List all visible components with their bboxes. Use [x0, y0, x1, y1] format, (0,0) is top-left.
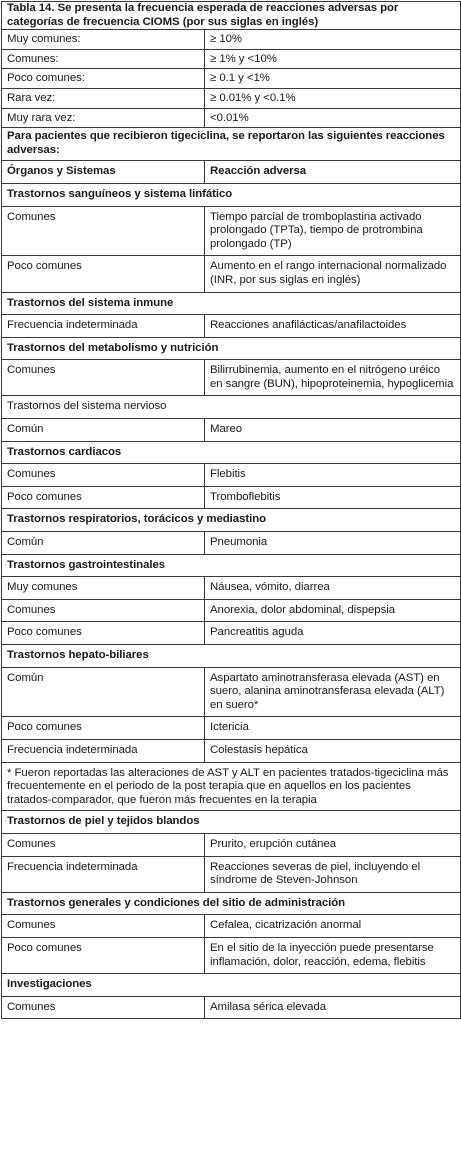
section-header-row — [2, 509, 461, 532]
frequency-cell: Poco comunes — [2, 486, 205, 509]
frequency-cell: Comunes — [2, 464, 205, 487]
frequency-row — [2, 49, 461, 69]
frequency-category: Rara vez: — [2, 88, 205, 108]
reaction-cell: Anorexia, dolor abdominal, dispepsia — [205, 599, 461, 622]
table-row — [2, 833, 461, 856]
table-row — [2, 996, 461, 1019]
table-row — [2, 667, 461, 717]
frequency-category: Muy rara vez: — [2, 108, 205, 128]
frequency-category: Muy comunes: — [2, 30, 205, 50]
frequency-range: ≥ 0.01% y <0.1% — [205, 88, 461, 108]
footnote-row — [2, 762, 461, 811]
section-header-row — [2, 183, 461, 206]
section-header-row — [2, 337, 461, 360]
reaction-cell: Bilirrubinemia, aumento en el nitrógeno uréico en sangre (BUN), hipoproteinemia, hypoglicemia — [205, 360, 461, 396]
table-row — [2, 206, 461, 256]
table-row — [2, 937, 461, 973]
section-title: Trastornos generales y condiciones del sitio de administración — [2, 892, 461, 915]
adverse-reactions-table — [1, 1, 461, 1019]
frequency-cell: Frecuencia indeterminada — [2, 739, 205, 762]
frequency-cell: Común — [2, 419, 205, 442]
reaction-cell: Cefalea, cicatrización anormal — [205, 915, 461, 938]
reaction-cell: Tiempo parcial de tromboplastina activado prolongado (TPTa), tiempo de protrombina prolongado (TP) — [205, 206, 461, 256]
reaction-cell: Tromboflebitis — [205, 486, 461, 509]
document-page — [0, 1, 461, 1019]
column-header-reaction: Reacción adversa — [205, 161, 461, 184]
section-title: Trastornos de piel y tejidos blandos — [2, 811, 461, 834]
reaction-cell: Reacciones severas de piel, incluyendo el síndrome de Steven-Johnson — [205, 856, 461, 892]
frequency-cell: Frecuencia indeterminada — [2, 315, 205, 338]
column-header-row — [2, 161, 461, 184]
frequency-category: Poco comunes: — [2, 69, 205, 89]
section-title: Trastornos respiratorios, torácicos y mediastino — [2, 509, 461, 532]
table-row — [2, 315, 461, 338]
table-row — [2, 419, 461, 442]
table-row — [2, 532, 461, 555]
reaction-cell: Prurito, erupción cutánea — [205, 833, 461, 856]
reaction-cell: Amilasa sérica elevada — [205, 996, 461, 1019]
reaction-cell: En el sitio de la inyección puede presentarse inflamación, dolor, reacción, edema, flebitis — [205, 937, 461, 973]
intro-row — [2, 128, 461, 161]
section-title: Trastornos gastrointestinales — [2, 554, 461, 577]
frequency-range: ≥ 10% — [205, 30, 461, 50]
section-title: Trastornos cardiacos — [2, 441, 461, 464]
section-title: Trastornos del sistema nervioso — [2, 396, 461, 419]
frequency-cell: Común — [2, 532, 205, 555]
frequency-cell: Comunes — [2, 915, 205, 938]
table-row — [2, 717, 461, 740]
section-header-row — [2, 974, 461, 997]
reaction-cell: Colestasis hepática — [205, 739, 461, 762]
frequency-cell: Poco comunes — [2, 937, 205, 973]
frequency-cell: Comunes — [2, 996, 205, 1019]
section-header-row — [2, 396, 461, 419]
reaction-cell: Pancreatitis aguda — [205, 622, 461, 645]
section-title: Trastornos hepato-biliares — [2, 645, 461, 668]
section-header-row — [2, 441, 461, 464]
frequency-cell: Comunes — [2, 833, 205, 856]
frequency-cell: Poco comunes — [2, 717, 205, 740]
frequency-cell: Muy comunes — [2, 577, 205, 600]
section-header-row — [2, 554, 461, 577]
table-row — [2, 599, 461, 622]
frequency-row — [2, 108, 461, 128]
table-body — [2, 2, 461, 1019]
reaction-cell: Aspartato aminotransferasa elevada (AST) en suero, alanina aminotransferasa elevada (ALT) en suero* — [205, 667, 461, 717]
frequency-cell: Comunes — [2, 206, 205, 256]
frequency-cell: Comunes — [2, 599, 205, 622]
table-row — [2, 739, 461, 762]
table-row — [2, 360, 461, 396]
section-title: Trastornos sanguíneos y sistema linfático — [2, 183, 461, 206]
intro-text: Para pacientes que recibieron tigeciclina, se reportaron las siguientes reacciones adversas: — [2, 128, 461, 161]
section-title: Investigaciones — [2, 974, 461, 997]
table-row — [2, 577, 461, 600]
table-row — [2, 256, 461, 292]
footnote: * Fueron reportadas las alteraciones de AST y ALT en pacientes tratados-tigeciclina más frecuentemente en el periodo de la post terapia que en aquellos en los pacientes tratados-comparador, que fueron más frecuentes en la terapia — [2, 762, 461, 811]
table-row — [2, 486, 461, 509]
frequency-range: <0.01% — [205, 108, 461, 128]
column-header-organ: Órganos y Sistemas — [2, 161, 205, 184]
frequency-cell: Poco comunes — [2, 256, 205, 292]
table-row — [2, 622, 461, 645]
frequency-range: ≥ 1% y <10% — [205, 49, 461, 69]
frequency-range: ≥ 0.1 y <1% — [205, 69, 461, 89]
frequency-cell: Poco comunes — [2, 622, 205, 645]
reaction-cell: Pneumonia — [205, 532, 461, 555]
frequency-row — [2, 30, 461, 50]
section-title: Trastornos del metabolismo y nutrición — [2, 337, 461, 360]
table-row — [2, 856, 461, 892]
reaction-cell: Mareo — [205, 419, 461, 442]
reaction-cell: Flebitis — [205, 464, 461, 487]
table-row — [2, 464, 461, 487]
table-title-row — [2, 2, 461, 30]
table-title: Tabla 14. Se presenta la frecuencia esperada de reacciones adversas por categorías de frecuencia CIOMS (por sus siglas en inglés) — [2, 2, 461, 30]
frequency-row — [2, 88, 461, 108]
frequency-cell: Comunes — [2, 360, 205, 396]
reaction-cell: Aumento en el rango internacional normalizado (INR, por sus siglas en inglés) — [205, 256, 461, 292]
section-header-row — [2, 892, 461, 915]
reaction-cell: Ictericia — [205, 717, 461, 740]
section-title: Trastornos del sistema inmune — [2, 292, 461, 315]
table-row — [2, 915, 461, 938]
frequency-category: Comunes: — [2, 49, 205, 69]
frequency-row — [2, 69, 461, 89]
frequency-cell: Común — [2, 667, 205, 717]
frequency-cell: Frecuencia indeterminada — [2, 856, 205, 892]
reaction-cell: Náusea, vómito, diarrea — [205, 577, 461, 600]
section-header-row — [2, 292, 461, 315]
section-header-row — [2, 645, 461, 668]
section-header-row — [2, 811, 461, 834]
reaction-cell: Reacciones anafilácticas/anafilactoides — [205, 315, 461, 338]
